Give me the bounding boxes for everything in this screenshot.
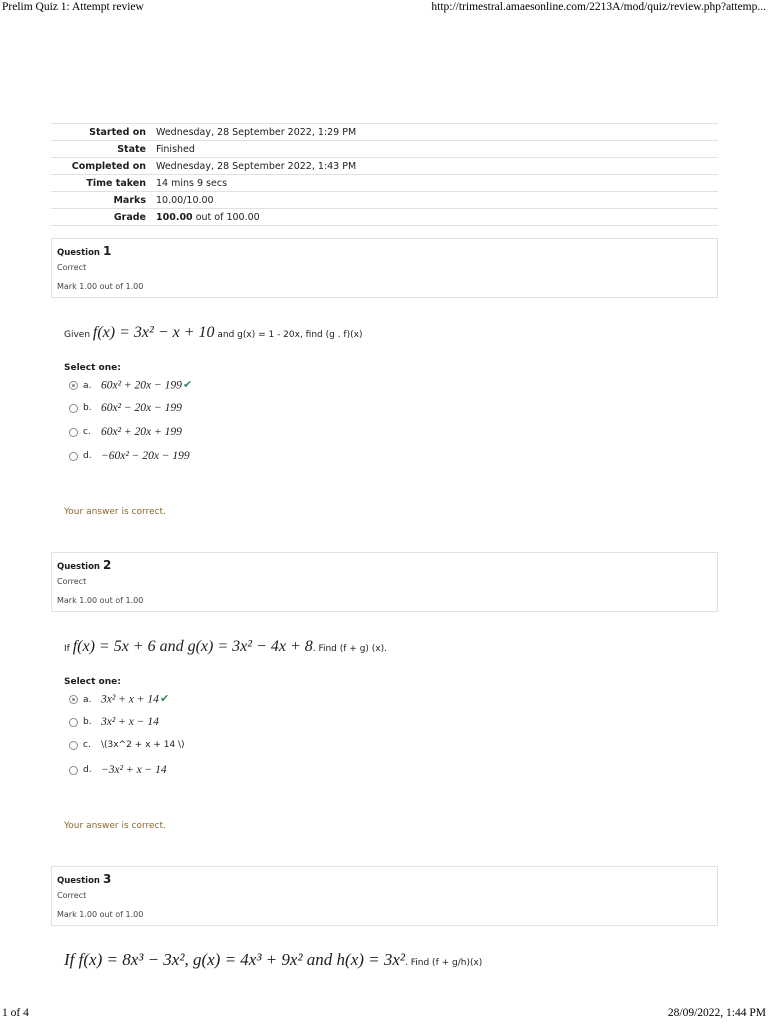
grade-value: 100.00	[156, 211, 193, 223]
option-text: −60x² − 20x − 199	[101, 450, 190, 462]
attempt-summary-table	[51, 123, 718, 226]
question-state: Correct	[57, 891, 87, 900]
option-letter: b.	[83, 717, 92, 727]
summary-value: Wednesday, 28 September 2022, 1:29 PM	[151, 124, 718, 141]
page-number: 1 of 4	[2, 1007, 29, 1019]
question-text	[64, 950, 482, 970]
summary-row-grade	[51, 209, 718, 226]
question-math: f(x) = 3x² − x + 10	[92, 324, 215, 341]
question-info-box	[51, 552, 718, 612]
summary-row-state	[51, 141, 718, 158]
question-mark: Mark 1.00 out of 1.00	[57, 910, 144, 919]
answer-option[interactable]	[69, 426, 182, 442]
radio-button[interactable]	[69, 381, 78, 390]
answer-option[interactable]	[69, 378, 192, 394]
question-num: 1	[102, 244, 112, 258]
check-icon: ✔	[182, 378, 193, 391]
question-state: Correct	[57, 263, 87, 272]
question-math: If f(x) = 8x³ − 3x², g(x) = 4x³ + 9x² and h(x) = 3x²	[64, 950, 406, 969]
option-letter: c.	[83, 740, 91, 750]
summary-value: Wednesday, 28 September 2022, 1:43 PM	[151, 158, 718, 175]
option-letter: c.	[83, 427, 91, 437]
summary-value	[151, 209, 718, 226]
grade-suffix: out of 100.00	[192, 211, 260, 223]
summary-row-marks	[51, 192, 718, 209]
feedback-text: Your answer is correct.	[64, 507, 166, 517]
question-num: 3	[102, 872, 112, 886]
answer-option[interactable]	[69, 716, 159, 732]
option-text: 60x² + 20x − 199	[101, 379, 182, 392]
summary-label: Completed on	[51, 158, 151, 175]
select-one-label: Select one:	[64, 363, 121, 373]
answer-option[interactable]	[69, 402, 182, 418]
question-info-box	[51, 866, 718, 926]
option-letter: b.	[83, 403, 92, 413]
option-text: 3x² + x + 14	[101, 693, 159, 706]
option-text: −3x² + x − 14	[101, 764, 167, 776]
summary-label: Time taken	[51, 175, 151, 192]
question-mark: Mark 1.00 out of 1.00	[57, 282, 144, 291]
option-text: 60x² − 20x − 199	[101, 402, 182, 414]
option-letter: a.	[83, 694, 92, 705]
summary-value: Finished	[151, 141, 718, 158]
radio-button[interactable]	[69, 718, 78, 727]
question-text-post: . Find (f + g) (x).	[312, 644, 387, 654]
summary-row-started	[51, 124, 718, 141]
question-number	[57, 872, 111, 886]
option-text: 3x² + x − 14	[101, 716, 159, 728]
radio-button[interactable]	[69, 404, 78, 413]
option-text: \(3x^2 + x + 14 \)	[101, 740, 185, 750]
summary-row-completed	[51, 158, 718, 175]
question-math: f(x) = 5x + 6 and g(x) = 3x² − 4x + 8	[72, 638, 313, 655]
question-word: Question	[57, 248, 100, 258]
option-letter: a.	[83, 380, 92, 391]
option-letter: d.	[83, 765, 92, 775]
print-datetime: 28/09/2022, 1:44 PM	[667, 1007, 766, 1019]
question-text	[64, 324, 362, 342]
print-header	[0, 0, 768, 18]
feedback-text: Your answer is correct.	[64, 821, 166, 831]
option-letter: d.	[83, 451, 92, 461]
radio-button[interactable]	[69, 695, 78, 704]
question-text	[64, 638, 387, 656]
answer-option[interactable]	[69, 692, 169, 708]
question-text-pre: Given	[64, 330, 93, 340]
print-footer	[0, 1006, 768, 1024]
question-state: Correct	[57, 577, 87, 586]
question-number	[57, 558, 111, 572]
radio-button[interactable]	[69, 766, 78, 775]
question-text-pre: If	[64, 644, 73, 654]
summary-row-time	[51, 175, 718, 192]
page-title: Prelim Quiz 1: Attempt review	[2, 1, 144, 13]
question-info-box	[51, 238, 718, 298]
question-word: Question	[57, 876, 100, 886]
page-url[interactable]: http://trimestral.amaesonline.com/2213A/mod/quiz/review.php?attemp...	[431, 1, 766, 13]
radio-button[interactable]	[69, 452, 78, 461]
question-text-post: . Find (f + g/h)(x)	[405, 958, 483, 968]
option-text: 60x² + 20x + 199	[101, 426, 182, 438]
question-mark: Mark 1.00 out of 1.00	[57, 596, 144, 605]
radio-button[interactable]	[69, 428, 78, 437]
question-text-post: and g(x) = 1 - 20x, find (g . f)(x)	[214, 330, 363, 340]
summary-label: Marks	[51, 192, 151, 209]
summary-value: 14 mins 9 secs	[151, 175, 718, 192]
check-icon: ✔	[159, 692, 170, 705]
summary-value: 10.00/10.00	[151, 192, 718, 209]
answer-option[interactable]	[69, 764, 167, 780]
summary-label: State	[51, 141, 151, 158]
question-word: Question	[57, 562, 100, 572]
summary-label: Started on	[51, 124, 151, 141]
question-num: 2	[102, 558, 112, 572]
summary-label: Grade	[51, 209, 151, 226]
select-one-label: Select one:	[64, 677, 121, 687]
answer-option[interactable]	[69, 740, 185, 756]
answer-option[interactable]	[69, 450, 190, 466]
question-number	[57, 244, 111, 258]
radio-button[interactable]	[69, 741, 78, 750]
